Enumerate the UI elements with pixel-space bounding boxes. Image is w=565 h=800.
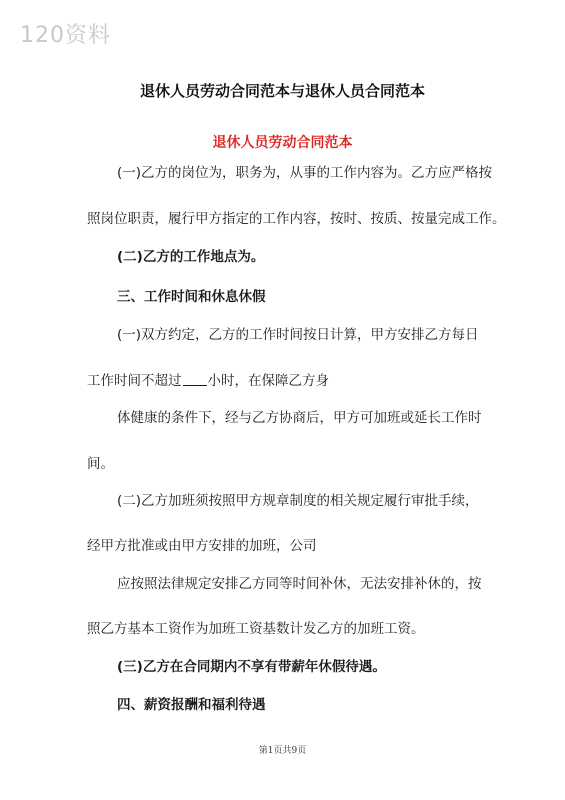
document-title: 退休人员劳动合同范本与退休人员合同范本 xyxy=(139,82,425,100)
paragraph-line: 经甲方批准或由甲方安排的加班，公司 xyxy=(87,538,317,554)
paragraph-line: 体健康的条件下，经与乙方协商后，甲方可加班或延长工作时 xyxy=(117,410,482,426)
paragraph-workplace: (二)乙方的工作地点为。 xyxy=(117,249,265,265)
page-number-footer: 第1页共9页 xyxy=(258,746,307,756)
paragraph-line: 照岗位职责，履行甲方指定的工作内容，按时、按质、按量完成工作。 xyxy=(87,211,506,227)
watermark-logo: 120资料 xyxy=(20,23,111,48)
section-heading-salary: 四、薪资报酬和福利待遇 xyxy=(117,697,266,713)
text-segment: 工作时间不超过 xyxy=(87,373,182,389)
paragraph-annual-leave: (三)乙方在合同期内不享有带薪年休假待遇。 xyxy=(117,659,386,675)
paragraph-line: (二)乙方加班须按照甲方规章制度的相关规定履行审批手续， xyxy=(117,493,479,509)
paragraph-line: (一)乙方的岗位为，职务为，从事的工作内容为。乙方应严格按 xyxy=(117,165,493,181)
paragraph-line: (一)双方约定，乙方的工作时间按日计算，甲方安排乙方每日 xyxy=(117,327,479,343)
text-segment: 小时，在保障乙方身 xyxy=(207,373,329,389)
fill-in-blank xyxy=(183,384,207,386)
paragraph-line: 应按照法律规定安排乙方同等时间补休，无法安排补休的，按 xyxy=(117,576,482,592)
paragraph-line: 间。 xyxy=(87,456,114,472)
paragraph-line-with-blank xyxy=(87,369,329,389)
section-subtitle: 退休人员劳动合同范本 xyxy=(212,135,353,151)
section-heading-worktime: 三、工作时间和休息休假 xyxy=(117,289,266,305)
paragraph-line: 照乙方基本工资作为加班工资基数计发乙方的加班工资。 xyxy=(87,621,425,637)
